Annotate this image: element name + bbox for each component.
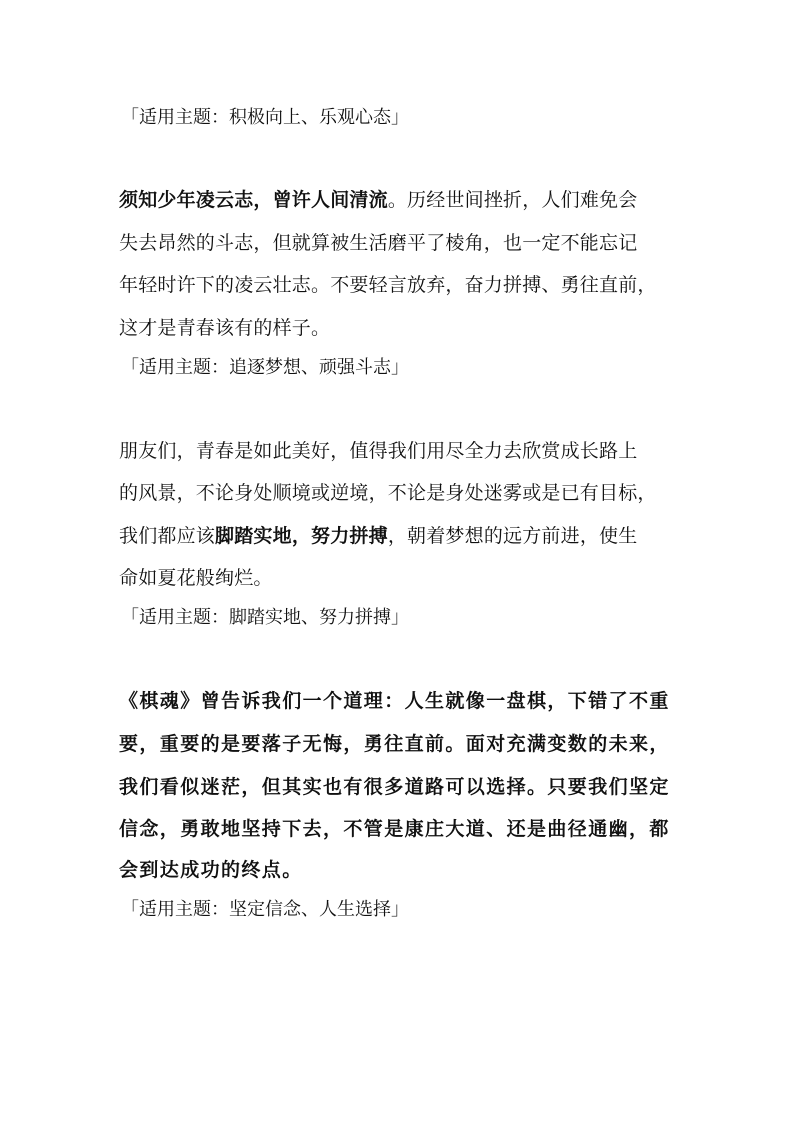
paragraph-3-line-2: 要，重要的是要落子无悔，勇往直前。面对充满变数的未来， bbox=[119, 733, 670, 755]
theme-tag-belief: 「适用主题：坚定信念、人生选择」 bbox=[121, 899, 409, 920]
paragraph-2-line-4: 命如夏花般绚烂。 bbox=[119, 567, 273, 589]
theme-tag-dream: 「适用主题：追逐梦想、顽强斗志」 bbox=[121, 357, 409, 378]
paragraph-2-line-2: 的风景，不论身处顺境或逆境，不论是身处迷雾或是已有目标， bbox=[119, 482, 657, 504]
paragraph-2-line-1: 朋友们，青春是如此美好，值得我们用尽全力去欣赏成长路上 bbox=[119, 440, 638, 462]
paragraph-3-line-5: 会到达成功的终点。 bbox=[119, 859, 303, 881]
paragraph-1-line-2: 失去昂然的斗志，但就算被生活磨平了棱角，也一定不能忘记 bbox=[119, 232, 638, 254]
theme-tag-positive: 「适用主题：积极向上、乐观心态」 bbox=[121, 107, 409, 128]
bold-phrase: 脚踏实地，努力拼搏 bbox=[215, 525, 388, 547]
paragraph-1-line-3: 年轻时许下的凌云壮志。不要轻言放弃，奋力拼搏、勇往直前， bbox=[119, 274, 657, 296]
paragraph-1-line-4: 这才是青春该有的样子。 bbox=[119, 317, 331, 339]
paragraph-3-line-4: 信念，勇敢地坚持下去，不管是康庄大道、还是曲径通幽，都 bbox=[119, 818, 670, 840]
paragraph-1-line-1: 须知少年凌云志，曾许人间清流。历经世间挫折，人们难免会 bbox=[119, 189, 638, 211]
paragraph-3-line-3: 我们看似迷茫，但其实也有很多道路可以选择。只要我们坚定 bbox=[119, 776, 670, 798]
paragraph-2-line-3: 我们都应该脚踏实地，努力拼搏，朝着梦想的远方前进，使生 bbox=[119, 525, 638, 547]
bold-phrase: 须知少年凌云志，曾许人间清流 bbox=[119, 189, 388, 211]
theme-tag-hardwork: 「适用主题：脚踏实地、努力拼搏」 bbox=[121, 607, 409, 628]
paragraph-3-line-1: 《棋魂》曾告诉我们一个道理：人生就像一盘棋，下错了不重 bbox=[119, 690, 670, 712]
